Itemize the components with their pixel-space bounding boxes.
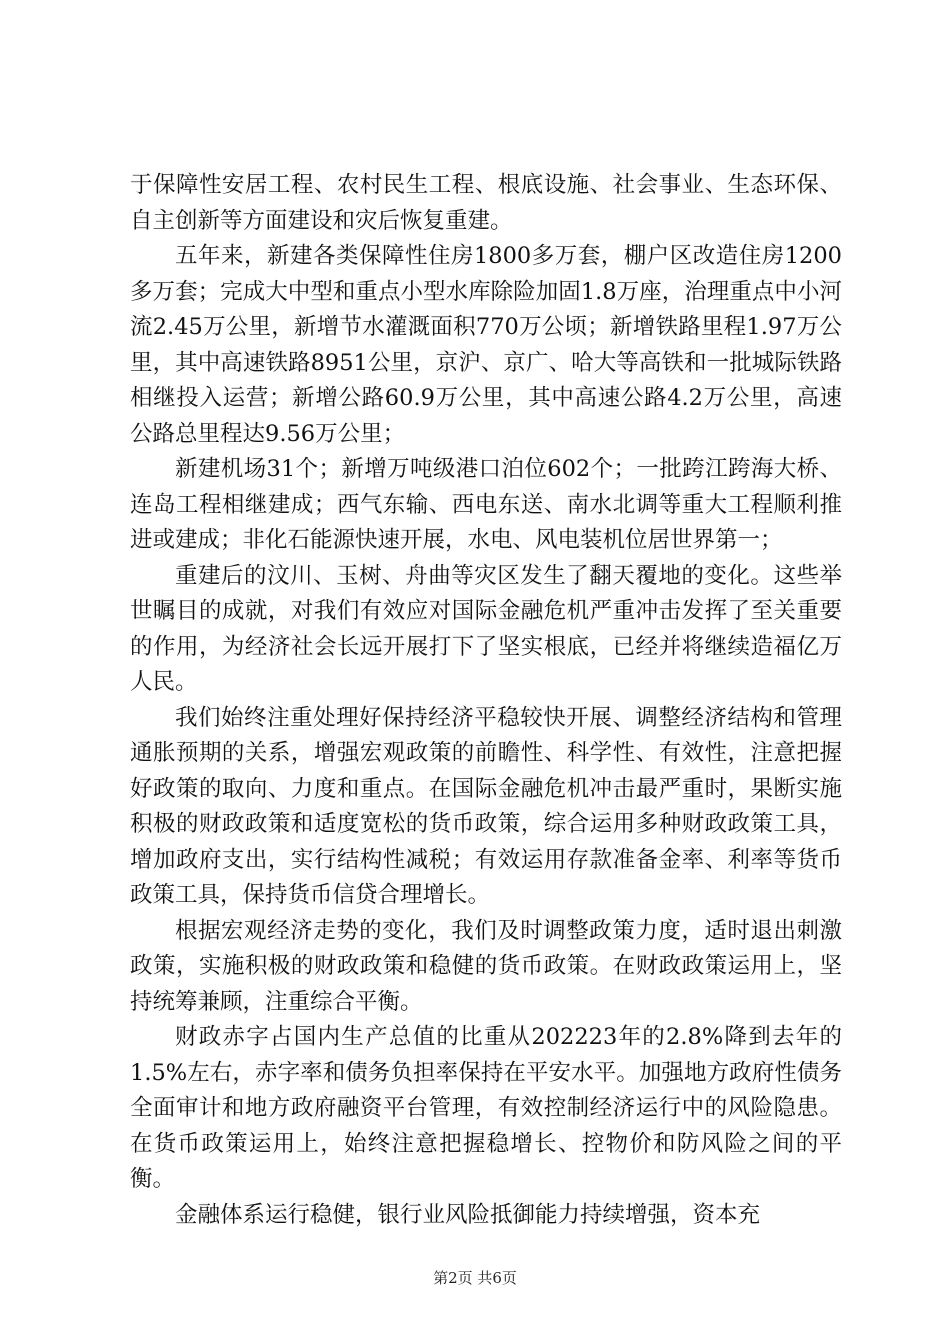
page-number-footer: 第2页 共6页 [433,1269,517,1287]
paragraph: 五年来，新建各类保障性住房1800多万套，棚户区改造住房1200多万套；完成大中型和重点小型水库除险加固1.8万座，治理重点中小河流2.45万公里，新增节水灌溉面积770万公顷；新增铁路里程1.97万公里，其中高速铁路8951公里，京沪、京广、哈大等高铁和一批城际铁路相继投入运营；新增公路60.9万公里，其中高速公路4.2万公里，高速公路总里程达9.56万公里； [130,243,842,447]
paragraph: 金融体系运行稳健，银行业风险抵御能力持续增强，资本充 [175,1201,761,1228]
paragraph: 新建机场31个；新增万吨级港口泊位602个；一批跨江跨海大桥、连岛工程相继建成；西气东输、西电东送、南水北调等重大工程顺利推进或建成；非化石能源快速开展，水电、风电装机位居世界第一； [130,456,842,553]
paragraph: 我们始终注重处理好保持经济平稳较快开展、调整经济结构和管理通胀预期的关系，增强宏观政策的前瞻性、科学性、有效性，注意把握好政策的取向、力度和重点。在国际金融危机冲击最严重时，果断实施积极的财政政策和适度宽松的货币政策，综合运用多种财政政策工具，增加政府支出，实行结构性减税；有效运用存款准备金率、利率等货币政策工具，保持货币信贷合理增长。 [130,704,842,908]
paragraph: 重建后的汶川、玉树、舟曲等灾区发生了翻天覆地的变化。这些举世瞩目的成就，对我们有效应对国际金融危机严重冲击发挥了至关重要的作用，为经济社会长远开展打下了坚实根底，已经并将继续造福亿万人民。 [130,562,842,695]
paragraph: 财政赤字占国内生产总值的比重从202223年的2.8%降到去年的1.5%左右，赤字率和债务负担率保持在平安水平。加强地方政府性债务全面审计和地方政府融资平台管理，有效控制经济运行中的风险隐患。在货币政策运用上，始终注意把握稳增长、控物价和防风险之间的平衡。 [130,1024,842,1192]
paragraph: 根据宏观经济走势的变化，我们及时调整政策力度，适时退出刺激政策，实施积极的财政政策和稳健的货币政策。在财政政策运用上，坚持统筹兼顾，注重综合平衡。 [130,917,842,1015]
document-body [130,168,842,1233]
paragraph: 于保障性安居工程、农村民生工程、根底设施、社会事业、生态环保、自主创新等方面建设和灾后恢复重建。 [130,172,842,234]
